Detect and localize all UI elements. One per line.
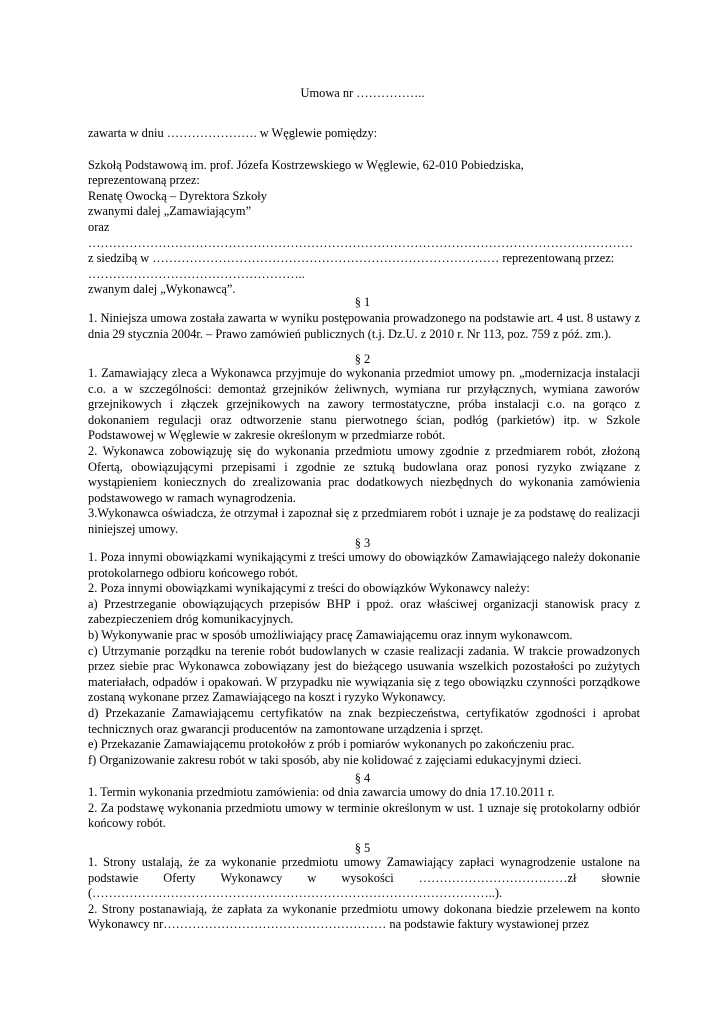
section-3-item-c: c) Utrzymanie porządku na terenie robót budowlanych w czasie realizacji zadania. W trakcie prowadzonych przez siebie prac Wykonawca zobowiązany jest do bieżącego usuwania wszelkich pozostałości po zużytych materiałach, odpadów i opakowań. W przypadku nie wywiązania się z tego obowiązku czynności porządkowe zostaną wykonane przez Zamawiającego na koszt i ryzyko Wykonawcy. xyxy=(88,643,640,705)
section-3-item-a: a) Przestrzeganie obowiązujących przepisów BHP i ppoż. oraz właściwej organizacji stanowisk pracy z zabezpieczeniem dróg komunikacyjnych. xyxy=(88,596,640,627)
section-2-paragraph-3: 3.Wykonawca oświadcza, że otrzymał i zapoznał się z przedmiarem robót i uznaje je za podstawę do realizacji niniejszej umowy. xyxy=(88,506,640,536)
contractor-name-blank: …………………………………………………………………………………………………………………… xyxy=(88,235,634,250)
section-1-body xyxy=(88,311,640,342)
contractor-designation: zwanym dalej „Wykonawcą”. xyxy=(88,282,236,297)
school-name: Szkołą Podstawową im. prof. Józefa Kostrzewskiego w Węglewie, 62-010 Pobiedziska, xyxy=(88,157,524,172)
client-designation: zwanymi dalej „Zamawiającym” xyxy=(88,204,252,219)
represented-by: reprezentowaną przez: xyxy=(88,173,200,188)
section-2-heading: § 2 xyxy=(354,352,371,366)
section-2-paragraph-2: 2. Wykonawca zobowiązuję się do wykonania przedmiotu umowy zgodnie z przedmiarem robót, złożoną Ofertą, obowiązującymi przepisami i zgodnie ze sztuką budowlana oraz ponosi ryzyko związane z wystąpieniem koniecznych do zrealizowania prac dodatkowych niezbędnych do wykonania zamówienia podstawowego w ramach wynagrodzenia. xyxy=(88,443,640,505)
section-2-paragraph-1: 1. Zamawiający zleca a Wykonawca przyjmuje do wykonania przedmiot umowy pn. „modernizacja instalacji c.o. a w szczególności: demontaż grzejników żeliwnych, wymiana rur przyłącznych, wymiana zaworów grzejnikowych i złączek grzejnikowych na zawory termostatyczne, próba instalacji c.o. na gorąco z dokonaniem regulacji oraz odtworzenie stanu pierwotnego ścian, podłóg (parkietów) itp. w Szkole Podstawowej w Węglewie w zakresie określonym w przedmiarze robót. xyxy=(88,366,640,443)
section-1-heading: § 1 xyxy=(354,295,371,309)
section-3-body xyxy=(88,550,640,768)
section-5-heading: § 5 xyxy=(354,841,371,855)
contract-title: Umowa nr …………….. xyxy=(300,86,425,100)
section-5-paragraph-1: 1. Strony ustalają, że za wykonanie przedmiotu umowy Zamawiający zapłaci wynagrodzenie ustalone na podstawie Oferty Wykonawcy w wysokości ………………………………zł słownie (……………………………………………………………………………………..). xyxy=(88,855,640,901)
section-3-item-f: f) Organizowanie zakresu robót w taki sposób, aby nie kolidować z zajęciami edukacyjnymi dzieci. xyxy=(88,752,582,767)
section-3-item-b: b) Wykonywanie prac w sposób umożliwiający pracę Zamawiającemu oraz innym wykonawcom. xyxy=(88,627,573,642)
director-name: Renatę Owocką – Dyrektora Szkoły xyxy=(88,188,267,203)
contractor-representative-blank: …………………………………………….. xyxy=(88,266,305,281)
section-2-body xyxy=(88,366,640,538)
section-3-heading: § 3 xyxy=(354,536,371,550)
section-3-paragraph-1: 1. Poza innymi obowiązkami wynikającymi z treści umowy do obowiązków Zamawiającego należy dokonanie protokolarnego odbioru końcowego robót. xyxy=(88,550,640,580)
section-1-paragraph-1: 1. Niniejsza umowa została zawarta w wyniku postępowania prowadzonego na podstawie art. 4 ust. 8 ustawy z dnia 29 stycznia 2004r. – Prawo zamówień publicznych (t.j. Dz.U. z 2010 r. Nr 113, poz. 759 z póź. zm.). xyxy=(88,311,640,341)
section-3-item-d: d) Przekazanie Zamawiającemu certyfikatów na znak bezpieczeństwa, certyfikatów zgodności i aprobat technicznych oraz gwarancji producentów na zamontowane urządzenia i sprzęt. xyxy=(88,705,640,736)
section-3-item-e: e) Przekazanie Zamawiającemu protokołów z prób i pomiarów wykonanych po zakończeniu prac. xyxy=(88,737,575,752)
section-5-paragraph-2: 2. Strony postanawiają, że zapłata za wykonanie przedmiotu umowy dokonana biedzie przelewem na konto Wykonawcy nr……………………………………………… na podstawie faktury wystawionej przez xyxy=(88,901,640,932)
section-4-paragraph-1: 1. Termin wykonania przedmiotu zamówienia: od dnia zawarcia umowy do dnia 17.10.2011 r. xyxy=(88,785,555,799)
section-4-body xyxy=(88,785,640,832)
contractor-seat-line: z siedzibą w ………………………………………………………………………… reprezentowaną przez: xyxy=(88,251,615,266)
section-3-paragraph-2: 2. Poza innymi obowiązkami wynikającymi z treści do obowiązków Wykonawcy należy: xyxy=(88,581,530,596)
and-line: oraz xyxy=(88,219,110,234)
section-4-heading: § 4 xyxy=(354,771,371,785)
contract-date-line: zawarta w dniu …………………. w Węglewie pomiędzy: xyxy=(88,126,378,140)
section-5-body xyxy=(88,855,640,933)
section-4-paragraph-2: 2. Za podstawę wykonania przedmiotu umowy w terminie określonym w ust. 1 uznaje się protokolarny odbiór końcowy robót. xyxy=(88,800,640,831)
parties-block xyxy=(88,126,640,298)
